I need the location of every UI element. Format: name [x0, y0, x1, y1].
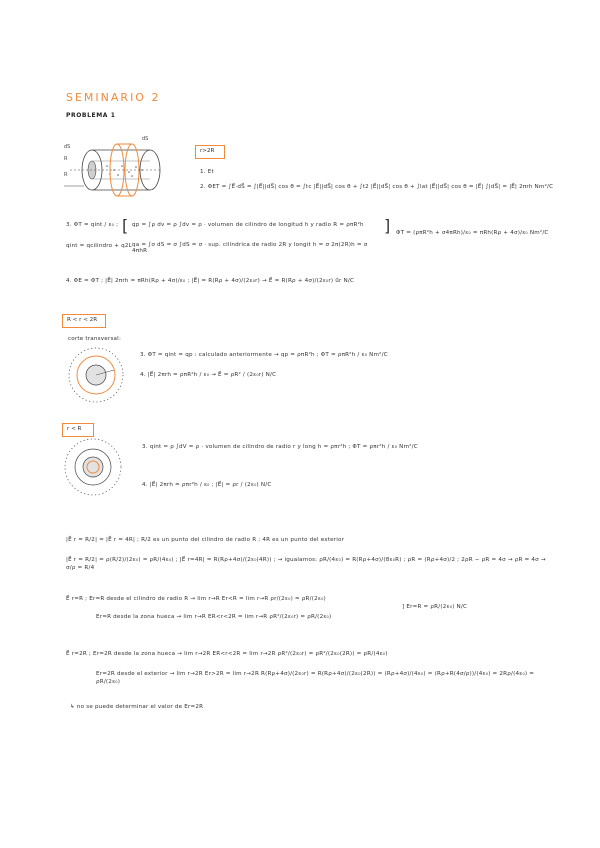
- step-1: 1. Et: [200, 169, 214, 175]
- step-2-flux: 2. ΦET = ∫E⃗·dS⃗ = ∫|E⃗||dS⃗| cos θ = ∫tc |E⃗||dS⃗| cos θ + ∫t2 |E⃗||dS⃗| cos θ + ∫lat |E⃗||dS⃗| cos θ = |E⃗| ∫|dS⃗| = |E⃗| 2πrh Nm²/C: [200, 184, 554, 190]
- step-4-field: 4. ΦE = ΦT ; |E⃗| 2πrh = πRh(Rρ + 4σ)/ε₀ ; |E⃗| = R(Rρ + 4σ)/(2ε₀r) → E⃗ = R(Rρ + 4σ)/(2ε₀r) u⃗r N/C: [66, 278, 355, 284]
- right-bracket: ]: [384, 216, 391, 235]
- field-at-R-result: ] Er=R = ρR/(2ε₀) N/C: [402, 604, 468, 610]
- charge-surface-line: qa = ∫σ dS = σ ∫dS = σ · sup. cilíndrica de radio 2R y longit h = σ 2π(2R)h = σ 4πhR: [132, 242, 368, 254]
- limit-inside-R: E⃗ r=R ; Er=R desde el cilindro de radio R → lim r→R Er<R = lim r→R ρr/(2ε₀) = ρR/(2ε₀): [66, 596, 326, 602]
- comparison-line: |E⃗ r = R/2| = |E⃗ r = 4R| ; R/2 es un punto del cilindro de radio R ; 4R es un punto del exterior: [66, 537, 345, 543]
- svg-text:R: R: [64, 156, 68, 162]
- case-box-r-greater-2R: r>2R: [195, 145, 225, 159]
- svg-text:R: R: [64, 172, 68, 178]
- sec2-step-3: 3. ΦT = qint = qp : calculado anteriormente → qp = ρπR²h ; ΦT = ρπR²h / ε₀ Nm²/C: [140, 352, 388, 358]
- cross-section-diagram-1: [66, 345, 126, 405]
- sec3-step-4: 4. |E⃗| 2πrh = ρπr²h / ε₀ ; |E⃗| = ρr / (2ε₀) N/C: [142, 482, 272, 488]
- total-flux-result: ΦT = (ρπR²h + σ4πRh)/ε₀ = πRh(Rρ + 4σ)/ε₀ Nm²/C: [396, 230, 549, 236]
- step-3-gauss: 3. ΦT = qint / ε₀ ;: [66, 222, 119, 228]
- cross-section-diagram-2: [62, 436, 124, 498]
- problem-heading: PROBLEMA 1: [66, 112, 116, 119]
- limit-hollow-R: Er=R desde la zona hueca → lim r→R ER<r<2R = lim r→R ρR²/(2ε₀r) = ρR/(2ε₀): [96, 614, 332, 620]
- svg-text:dS: dS: [142, 136, 149, 142]
- case-box-r-less-R: r < R: [62, 423, 94, 437]
- sec3-step-3: 3. qint = ρ ∫dV = ρ · volumen de cilindro de radio r y long h = ρπr²h ; ΦT = ρπr²h / ε₀ Nm²/C: [142, 444, 418, 450]
- charge-volume-line: qp = ∫ρ dv = ρ ∫dv = ρ · volumen de cilindro de longitud h y radio R = ρπR²h: [132, 222, 364, 228]
- limit-exterior-2R: Er=2R desde el exterior → lim r→2R Er>2R = lim r→2R R(Rρ+4σ)/(2ε₀r) = R(Rρ+4σ)/(2ε₀(2R)) = (Rρ+4σ)/(4ε₀) = (Rρ+R(4σ/ρ))/(4ε₀) = 2Rρ/(4ε₀) = ρR/(2ε₀): [96, 671, 535, 686]
- left-bracket: [: [122, 216, 129, 235]
- limit-hollow-2R: E⃗ r=2R ; Er=2R desde la zona hueca → lim r→2R ER<r<2R = lim r→2R ρR²/(2ε₀r) = ρR²/(2ε₀(2R)) = ρR/(4ε₀): [66, 651, 388, 657]
- equality-derivation: |E⃗ r = R/2| = ρ(R/2)/(2ε₀) = ρR/(4ε₀) ; |E⃗ r=4R| = R(Rρ+4σ)/(2ε₀(4R)) ; → igualamos: ρR/(4ε₀) = R(Rρ+4σ)/(8ε₀R) ; ρR = (Rρ+4σ)/2 ; 2ρR − ρR = 4σ → ρR = 4σ → σ/ρ = R/4: [66, 557, 546, 572]
- sec2-step-4: 4. |E⃗| 2πrh = ρπR²h / ε₀ → E⃗ = ρR² / (2ε₀r) N/C: [140, 372, 277, 378]
- svg-text:dS: dS: [64, 144, 71, 150]
- cross-section-label: corte transversal:: [68, 336, 122, 342]
- case-box-R-r-2R: R < r < 2R: [62, 314, 106, 328]
- conclusion-line: ↳ no se puede determinar el valor de Er=2R: [70, 704, 204, 710]
- cylinder-diagram: [62, 130, 167, 212]
- page-title: SEMINARIO 2: [66, 91, 161, 104]
- step-3-qint: qint = qcilindro + q2L: [66, 243, 132, 249]
